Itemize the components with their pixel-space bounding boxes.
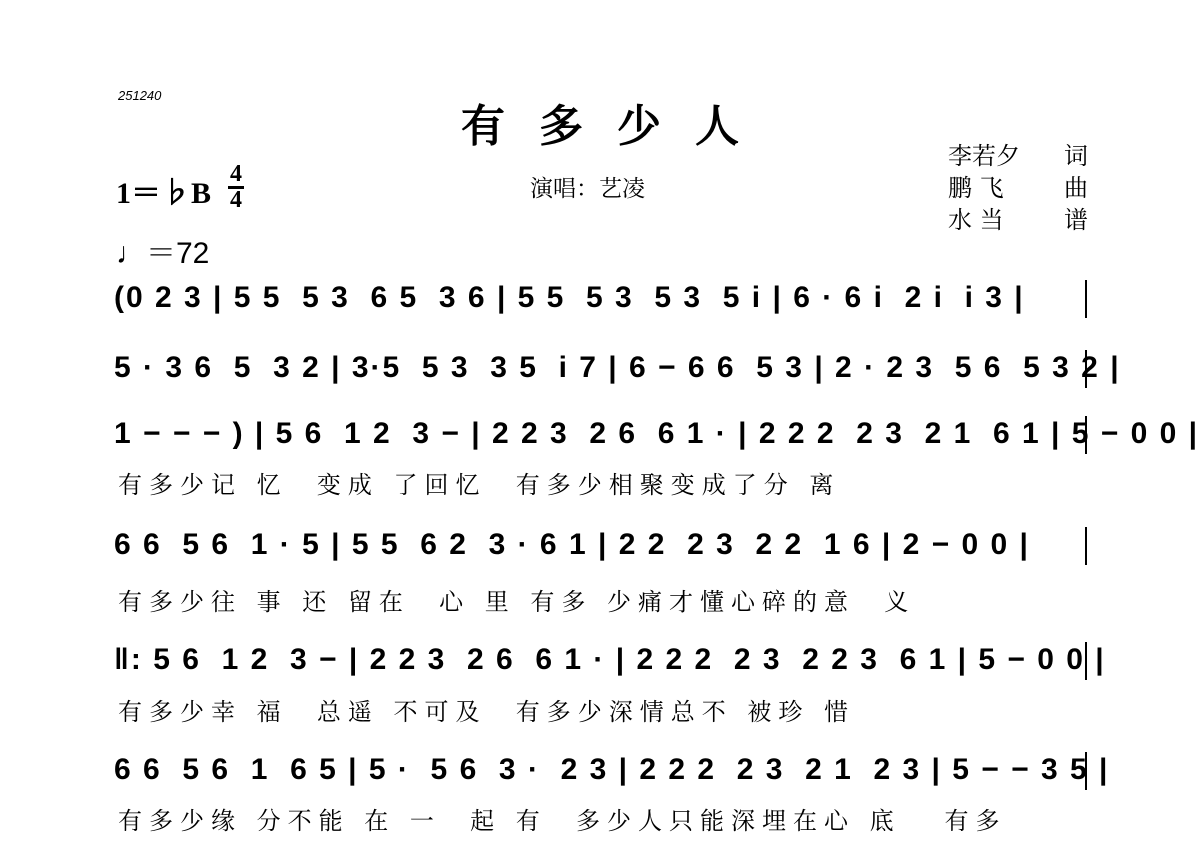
- notation-row: 6 6 5 6 1 · 5 | 5 5 6 2 3 · 6 1 | 2 2 2 3 2 2 1 6 | 2 − 0 0 |: [114, 528, 1030, 561]
- singer-credit: 演唱：艺凌: [530, 176, 645, 202]
- credit-name: 水 当: [948, 206, 1004, 234]
- credit-role: 谱: [1064, 206, 1088, 234]
- song-title: 有多少人: [461, 101, 773, 152]
- notation-row: ‖: 5 6 1 2 3 − | 2 2 3 2 6 6 1 · | 2 2 2 2 3 2 2 3 6 1 | 5 − 0 0 |: [114, 643, 1106, 676]
- tempo-marking: ♩＝72: [116, 237, 210, 270]
- meter-top: 4: [230, 161, 242, 187]
- credit-role: 词: [1064, 142, 1088, 170]
- notation-row: (0 2 3 | 5 5 5 3 6 5 3 6 | 5 5 5 3 5 3 5 i | 6 · 6 i 2 i i 3 |: [114, 281, 1025, 314]
- credit-role: 曲: [1064, 174, 1088, 202]
- notation-row: 5 · 3 6 5 3 2 | 3·5 5 3 3 5 i 7 | 6 − 6 6 5 3 | 2 · 2 3 5 6 5 3 2 |: [114, 351, 1121, 384]
- notation-row: 6 6 5 6 1 6 5 | 5 · 5 6 3 · 2 3 | 2 2 2 2 3 2 1 2 3 | 5 − − 3 5 |: [114, 753, 1110, 786]
- key-signature: 1＝♭B: [116, 177, 212, 210]
- credit-name: 李若夕: [948, 142, 1020, 170]
- lyric-line: 有多少缘 分不能 在 一 起 有 多少人只能深埋在心 底 有多: [118, 807, 1007, 835]
- lyric-line: 有多少往 事 还 留在 心 里 有多 少痛才懂心碎的意 义: [118, 588, 916, 616]
- lyric-line: 有多少记 忆 变成 了回忆 有多少相聚变成了分 离: [118, 471, 841, 499]
- score-code: 251240: [118, 88, 162, 103]
- credit-name: 鹏 飞: [948, 174, 1004, 202]
- lyric-line: 有多少幸 福 总遥 不可及 有多少深情总不 被珍 惜: [118, 698, 856, 726]
- meter-bottom: 4: [230, 187, 242, 213]
- notation-row: 1 − − − ) | 5 6 1 2 3 − | 2 2 3 2 6 6 1 · | 2 2 2 2 3 2 1 6 1 | 5 − 0 0 |: [114, 417, 1200, 450]
